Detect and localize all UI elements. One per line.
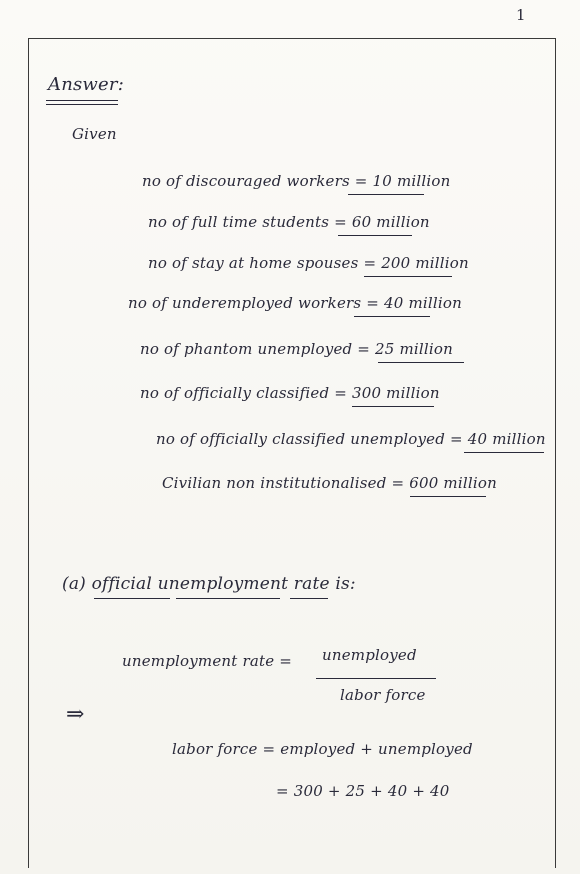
- answer-heading: Answer:: [48, 74, 124, 95]
- formula-denominator: labor force: [340, 686, 426, 704]
- value-underline: [378, 362, 464, 363]
- value-underline: [348, 194, 424, 195]
- page-number: 1: [516, 6, 526, 24]
- given-item: no of full time students = 60 million: [148, 213, 430, 231]
- part-a-underline: [176, 598, 280, 599]
- labor-force-line: labor force = employed + unemployed: [172, 740, 473, 758]
- value-underline: [464, 452, 544, 453]
- given-item: no of officially classified = 300 million: [140, 384, 440, 402]
- part-a-underline: [94, 598, 170, 599]
- value-underline: [410, 496, 486, 497]
- formula-numerator: unemployed: [322, 646, 417, 664]
- value-underline: [364, 276, 452, 277]
- given-item: no of stay at home spouses = 200 million: [148, 254, 469, 272]
- value-underline: [338, 235, 412, 236]
- answer-underline-2: [46, 104, 118, 105]
- answer-underline: [46, 100, 118, 101]
- part-a-underline: [290, 598, 328, 599]
- implies-arrow: ⇒: [66, 702, 85, 727]
- given-label: Given: [72, 125, 117, 143]
- given-item: no of discouraged workers = 10 million: [142, 172, 451, 190]
- given-item: no of phantom unemployed = 25 million: [140, 340, 453, 358]
- part-a-label: (a) official unemployment rate is:: [62, 574, 356, 594]
- value-underline: [352, 406, 434, 407]
- formula-lhs: unemployment rate =: [122, 652, 293, 670]
- given-item: no of underemployed workers = 40 million: [128, 294, 462, 312]
- given-item: Civilian non institutionalised = 600 million: [162, 474, 497, 492]
- given-item: no of officially classified unemployed = 40 million: [156, 430, 546, 448]
- value-underline: [354, 316, 430, 317]
- fraction-bar: [316, 678, 436, 679]
- sum-line: = 300 + 25 + 40 + 40: [276, 782, 450, 800]
